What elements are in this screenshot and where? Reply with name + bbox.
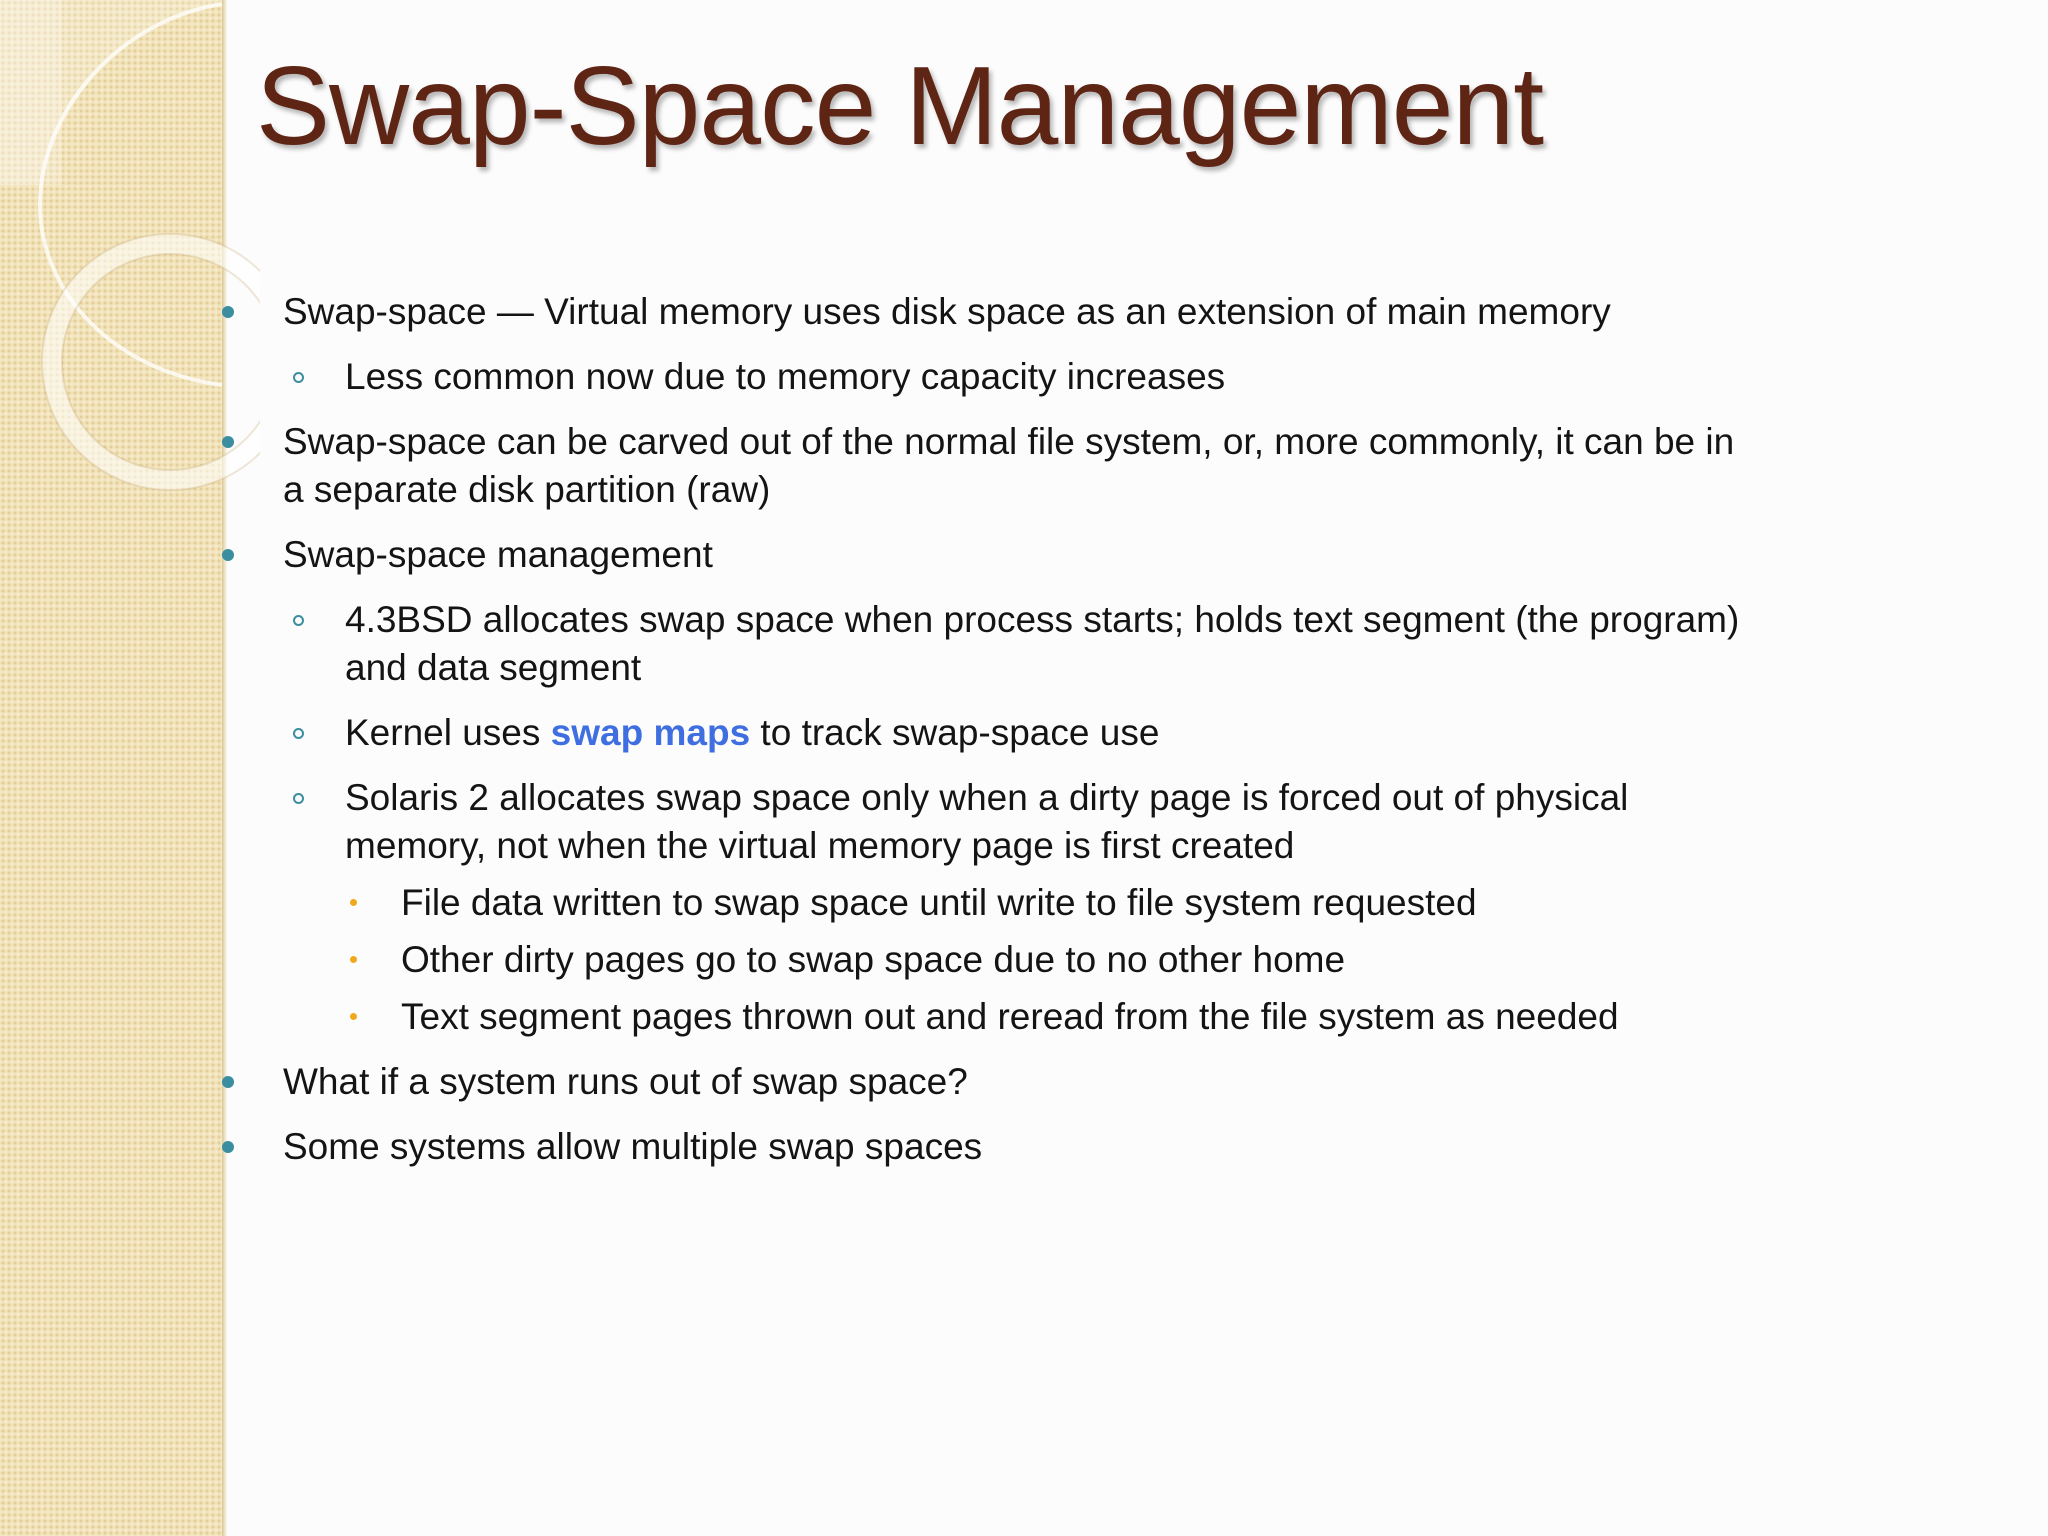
- bullet-list: [222, 288, 1742, 1188]
- bullet-small-dot-icon: [350, 899, 357, 906]
- bullet-dot-icon: [222, 1076, 234, 1088]
- list-item-text-after: to track swap-space use: [750, 712, 1160, 753]
- bullet-small-dot-icon: [350, 1013, 357, 1020]
- list-item: [222, 288, 1742, 336]
- list-item-text-before: Kernel uses: [345, 712, 551, 753]
- swap-maps-highlight: swap maps: [550, 712, 751, 753]
- list-item-text: Solaris 2 allocates swap space only when a dirty page is forced out of physical memory, not when the virtual memory page is first created: [345, 777, 1629, 866]
- bullet-dot-icon: [222, 436, 234, 448]
- bullet-small-dot-icon: [350, 956, 357, 963]
- slide-title: Swap-Space Management: [256, 44, 1544, 168]
- bullet-ring-icon: [293, 372, 304, 383]
- list-item: [222, 353, 1742, 401]
- bullet-ring-icon: [293, 728, 304, 739]
- list-item: [222, 531, 1742, 579]
- bullet-dot-icon: [222, 306, 234, 318]
- list-item: [222, 1058, 1742, 1106]
- list-item-text: Swap-space can be carved out of the normal file system, or, more commonly, it can be in a separate disk partition (raw): [283, 421, 1735, 510]
- list-item-text: Swap-space management: [283, 534, 713, 575]
- list-item: [222, 596, 1742, 692]
- bullet-ring-icon: [293, 793, 304, 804]
- list-item: [222, 936, 1742, 984]
- list-item-text: Other dirty pages go to swap space due to no other home: [401, 939, 1346, 980]
- list-item-text: File data written to swap space until write to file system requested: [401, 882, 1477, 923]
- bullet-dot-icon: [222, 1141, 234, 1153]
- list-item-text: Text segment pages thrown out and reread from the file system as needed: [401, 996, 1619, 1037]
- list-item: [222, 879, 1742, 927]
- list-item-text: 4.3BSD allocates swap space when process starts; holds text segment (the program) and data segment: [345, 599, 1740, 688]
- list-item: [222, 709, 1742, 757]
- list-item-text: What if a system runs out of swap space?: [283, 1061, 968, 1102]
- list-item: [222, 1123, 1742, 1171]
- decorative-rings-graphic: [0, 0, 260, 520]
- list-item: [222, 774, 1742, 870]
- bullet-dot-icon: [222, 549, 234, 561]
- list-item: [222, 418, 1742, 514]
- list-item-text: Some systems allow multiple swap spaces: [283, 1126, 983, 1167]
- list-item-text: Less common now due to memory capacity increases: [345, 356, 1226, 397]
- list-item: [222, 993, 1742, 1041]
- bullet-ring-icon: [293, 615, 304, 626]
- list-item-text: Swap-space — Virtual memory uses disk space as an extension of main memory: [283, 291, 1611, 332]
